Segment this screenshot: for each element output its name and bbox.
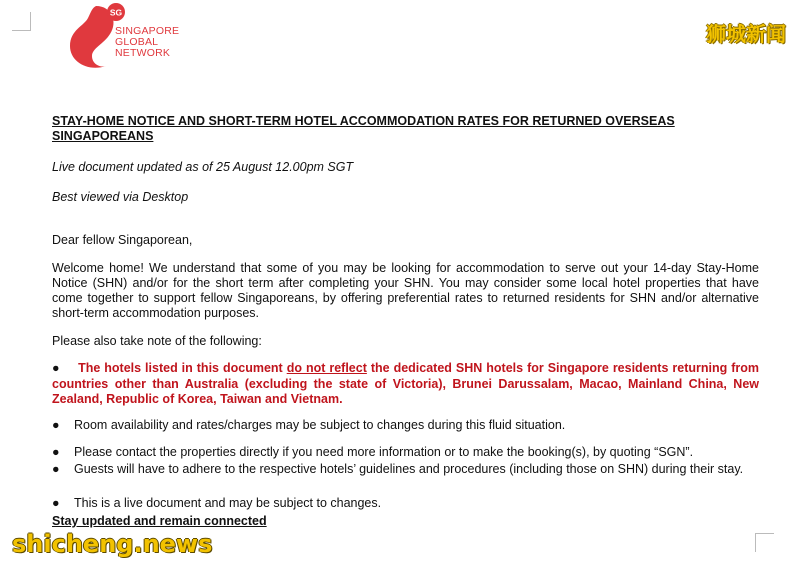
- list-item-text: Room availability and rates/charges may be subject to changes during this fluid situation.: [74, 418, 566, 432]
- important-notice-text-start: The hotels listed in this document: [78, 361, 287, 375]
- update-timestamp: Live document updated as of 25 August 12.00pm SGT: [52, 160, 354, 174]
- bullet-icon: ●: [52, 445, 60, 459]
- logo-wordmark: [115, 26, 179, 59]
- important-notice-underlined: do not reflect: [286, 361, 367, 375]
- bullet-icon: ●: [52, 496, 60, 510]
- stay-updated-link[interactable]: Stay updated and remain connected: [52, 514, 267, 528]
- welcome-paragraph: Welcome home! We understand that some of you may be looking for accommodation to serve out your 14-day Stay-Home Notice (SHN) and/or for the short term after completing your SHN. You may consider some local hotel properties that have come together to support fellow Singaporeans, by offering preferential rates to returned residents for SHN and/or alternative short-term accommodation purposes.: [52, 261, 759, 320]
- list-item-text: This is a live document and may be subject to changes.: [74, 496, 382, 510]
- bullet-icon: ●: [52, 361, 61, 375]
- important-notice-bullet: [52, 361, 759, 408]
- document-title: STAY-HOME NOTICE AND SHORT-TERM HOTEL ACCOMMODATION RATES FOR RETURNED OVERSEAS SINGAPOREANS: [52, 114, 675, 143]
- list-item-text: Please contact the properties directly if you need more information or to make the booking(s), by quoting “SGN”.: [74, 445, 694, 459]
- singapore-global-network-logo: [62, 0, 202, 72]
- viewing-note: Best viewed via Desktop: [52, 190, 189, 204]
- crop-mark-top-left: [12, 12, 31, 31]
- crop-mark-bottom-right: [755, 533, 774, 552]
- note-intro: Please also take note of the following:: [52, 334, 262, 348]
- greeting: Dear fellow Singaporean,: [52, 233, 193, 247]
- logo-line-3: NETWORK: [115, 47, 171, 59]
- important-notice-text-end: the dedicated SHN hotels for Singapore residents returning from countries other than Australia (excluding the state of Victoria), Brunei Darussalam, Macao, Mainland China, New Zealand, Republic of Korea, Taiwan and Vietnam.: [52, 361, 759, 406]
- watermark-top-right: 狮城新闻: [706, 22, 786, 46]
- logo-line-2: GLOBAL: [115, 36, 159, 48]
- bullet-icon: ●: [52, 418, 60, 432]
- watermark-bottom-left: shicheng.news: [12, 530, 213, 558]
- logo-mark-text: SG: [109, 7, 123, 18]
- bullet-icon: ●: [52, 462, 60, 476]
- logo-line-1: SINGAPORE: [115, 25, 180, 37]
- list-item-text: Guests will have to adhere to the respective hotels’ guidelines and procedures (including those on SHN) during their stay.: [74, 462, 744, 476]
